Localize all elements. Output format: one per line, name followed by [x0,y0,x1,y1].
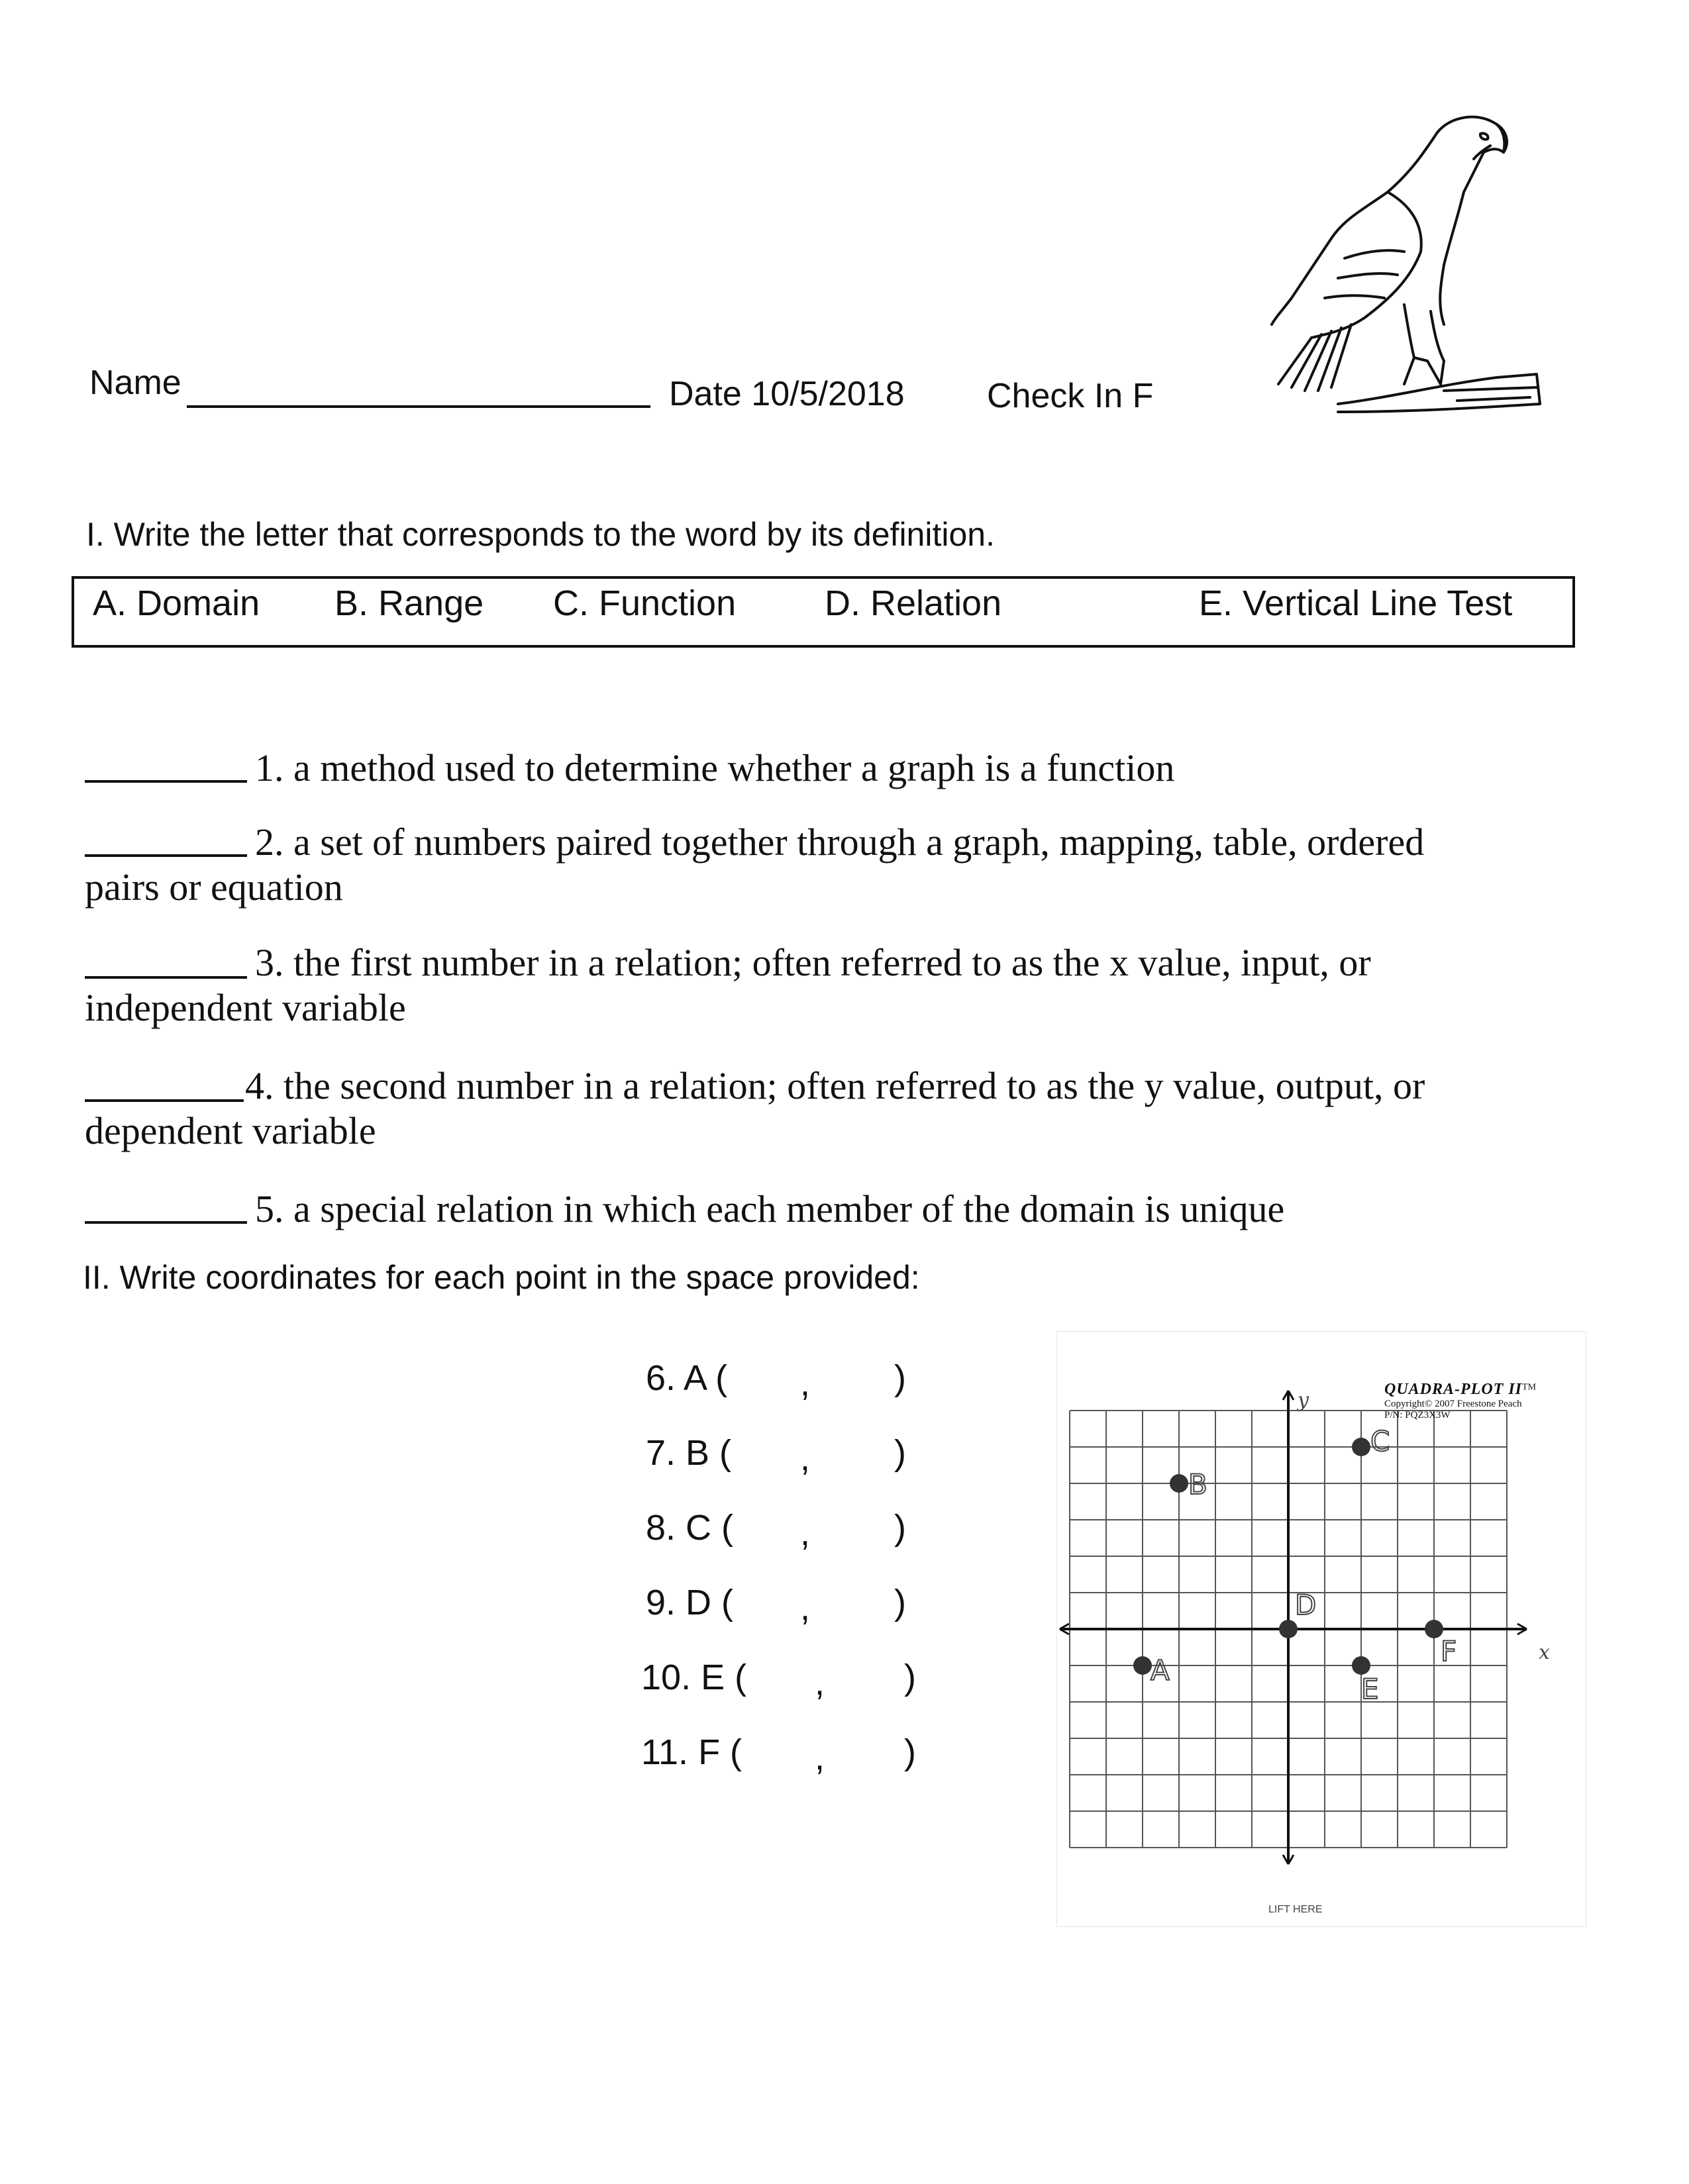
option-domain: A. Domain [93,583,260,623]
coordinate-item-b [646,1432,731,1473]
check-in-title: Check In F [987,377,1154,415]
brand-name: QUADRA-PLOT II [1384,1381,1523,1398]
point-label-e: E [1361,1673,1379,1705]
y-axis-label: y [1298,1389,1309,1412]
point-label-f: F [1441,1635,1457,1667]
option-vertical-line-test: E. Vertical Line Test [1199,583,1513,623]
coordinate-comma: , [800,1438,811,1478]
coordinate-label: 7. B ( [646,1433,732,1473]
coordinate-comma: , [800,1364,811,1403]
brand-part-number: P/N: PQZ3X3W [1384,1410,1451,1420]
date-text: Date 10/5/2018 [669,375,905,413]
trademark: TM [1522,1382,1537,1393]
point-a [1133,1656,1152,1675]
coordinate-label: 9. D ( [646,1583,734,1622]
coordinate-label: 10. E ( [641,1658,747,1697]
eagle-illustration [1245,106,1543,417]
section-2-instruction: II. Write coordinates for each point in the space provided: [83,1259,920,1296]
coordinate-item-a [646,1358,727,1399]
coordinate-label: 6. A ( [646,1358,728,1398]
coordinate-close: ) [894,1508,906,1548]
question-2-continued: pairs or equation [85,866,343,909]
point-e [1352,1656,1370,1675]
coordinate-close: ) [904,1732,916,1772]
point-label-c: C [1370,1425,1390,1458]
answer-blank-2[interactable] [85,854,247,857]
point-label-b: B [1188,1468,1207,1501]
coordinate-label: 8. C ( [646,1508,734,1548]
name-field[interactable] [187,405,650,408]
name-label: Name [89,364,181,402]
answer-blank-3[interactable] [85,976,247,979]
answer-blank-4[interactable] [85,1099,244,1102]
coordinate-comma: , [800,1513,811,1553]
coordinate-comma: , [800,1588,811,1628]
answer-blank-1[interactable] [85,780,247,783]
section-1-instruction: I. Write the letter that corresponds to the word by its definition. [86,516,995,553]
question-1: 1. a method used to determine whether a graph is a function [255,746,1175,789]
coordinate-item-d [646,1582,733,1623]
question-3-continued: independent variable [85,986,406,1029]
option-function: C. Function [553,583,737,623]
coordinate-close: ) [894,1583,906,1622]
answer-blank-5[interactable] [85,1221,247,1224]
option-range: B. Range [334,583,484,623]
question-3: 3. the first number in a relation; often referred to as the x value, input, or [255,941,1371,984]
point-c [1352,1438,1370,1456]
point-b [1170,1474,1188,1493]
lift-here-label: LIFT HERE [1268,1904,1323,1915]
coordinate-item-e [641,1657,746,1698]
coordinate-label: 11. F ( [641,1732,742,1772]
question-2: 2. a set of numbers paired together through a graph, mapping, table, ordered [255,820,1425,864]
coordinate-item-f [641,1732,742,1773]
coordinate-comma: , [815,1738,825,1777]
coordinate-close: ) [894,1358,906,1398]
question-4: 4. the second number in a relation; often referred to as the y value, output, or [245,1064,1425,1107]
coordinate-close: ) [904,1658,916,1697]
coordinate-comma: , [815,1663,825,1703]
option-relation: D. Relation [825,583,1002,623]
coordinate-item-c [646,1507,733,1548]
brand-copyright: Copyright© 2007 Freestone Peach [1384,1399,1522,1409]
question-4-continued: dependent variable [85,1109,376,1152]
graph-brand [1384,1381,1536,1421]
point-label-d: D [1295,1589,1317,1621]
question-5: 5. a special relation in which each member of the domain is unique [255,1187,1285,1230]
point-d [1279,1620,1298,1638]
point-label-a: A [1151,1654,1170,1687]
x-axis-label: x [1539,1641,1550,1664]
coordinate-close: ) [894,1433,906,1473]
